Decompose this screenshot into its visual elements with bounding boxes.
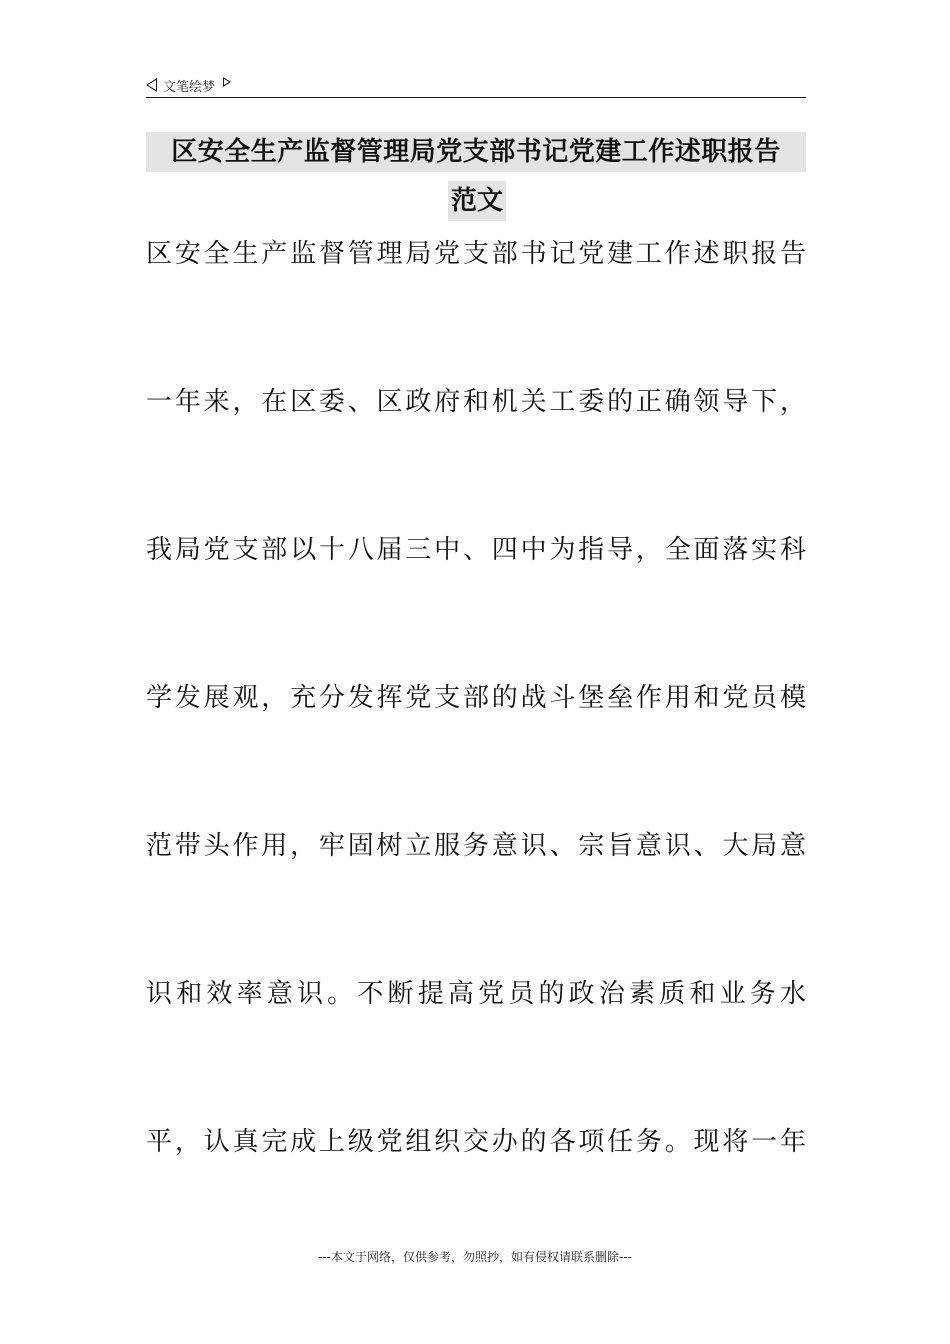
document-title-line-1: 区安全生产监督管理局党支部书记党建工作述职报告 bbox=[146, 132, 806, 172]
document-title-line-2: 范文 bbox=[448, 181, 506, 221]
body-line: 范带头作用，牢固树立服务意识、宗旨意识、大局意 bbox=[146, 831, 806, 861]
body-line: 学发展观，充分发挥党支部的战斗堡垒作用和党员模 bbox=[146, 683, 806, 713]
triangle-right-icon bbox=[223, 77, 231, 87]
body-line: 识和效率意识。不断提高党员的政治素质和业务水 bbox=[146, 979, 806, 1009]
body-line: 区安全生产监督管理局党支部书记党建工作述职报告 bbox=[146, 239, 806, 269]
body-line: 平，认真完成上级党组织交办的各项任务。现将一年 bbox=[146, 1127, 806, 1157]
header-brand: 文笔绘梦 bbox=[163, 79, 216, 95]
page-header bbox=[146, 74, 806, 96]
body-line: 一年来，在区委、区政府和机关工委的正确领导下， bbox=[146, 387, 806, 417]
triangle-left-icon bbox=[146, 78, 157, 92]
body-line: 我局党支部以十八届三中、四中为指导，全面落实科 bbox=[146, 535, 806, 565]
header-divider bbox=[146, 97, 806, 98]
footer-notice: ---本文于网络，仅供参考，勿照抄，如有侵权请联系删除--- bbox=[318, 1250, 632, 1264]
